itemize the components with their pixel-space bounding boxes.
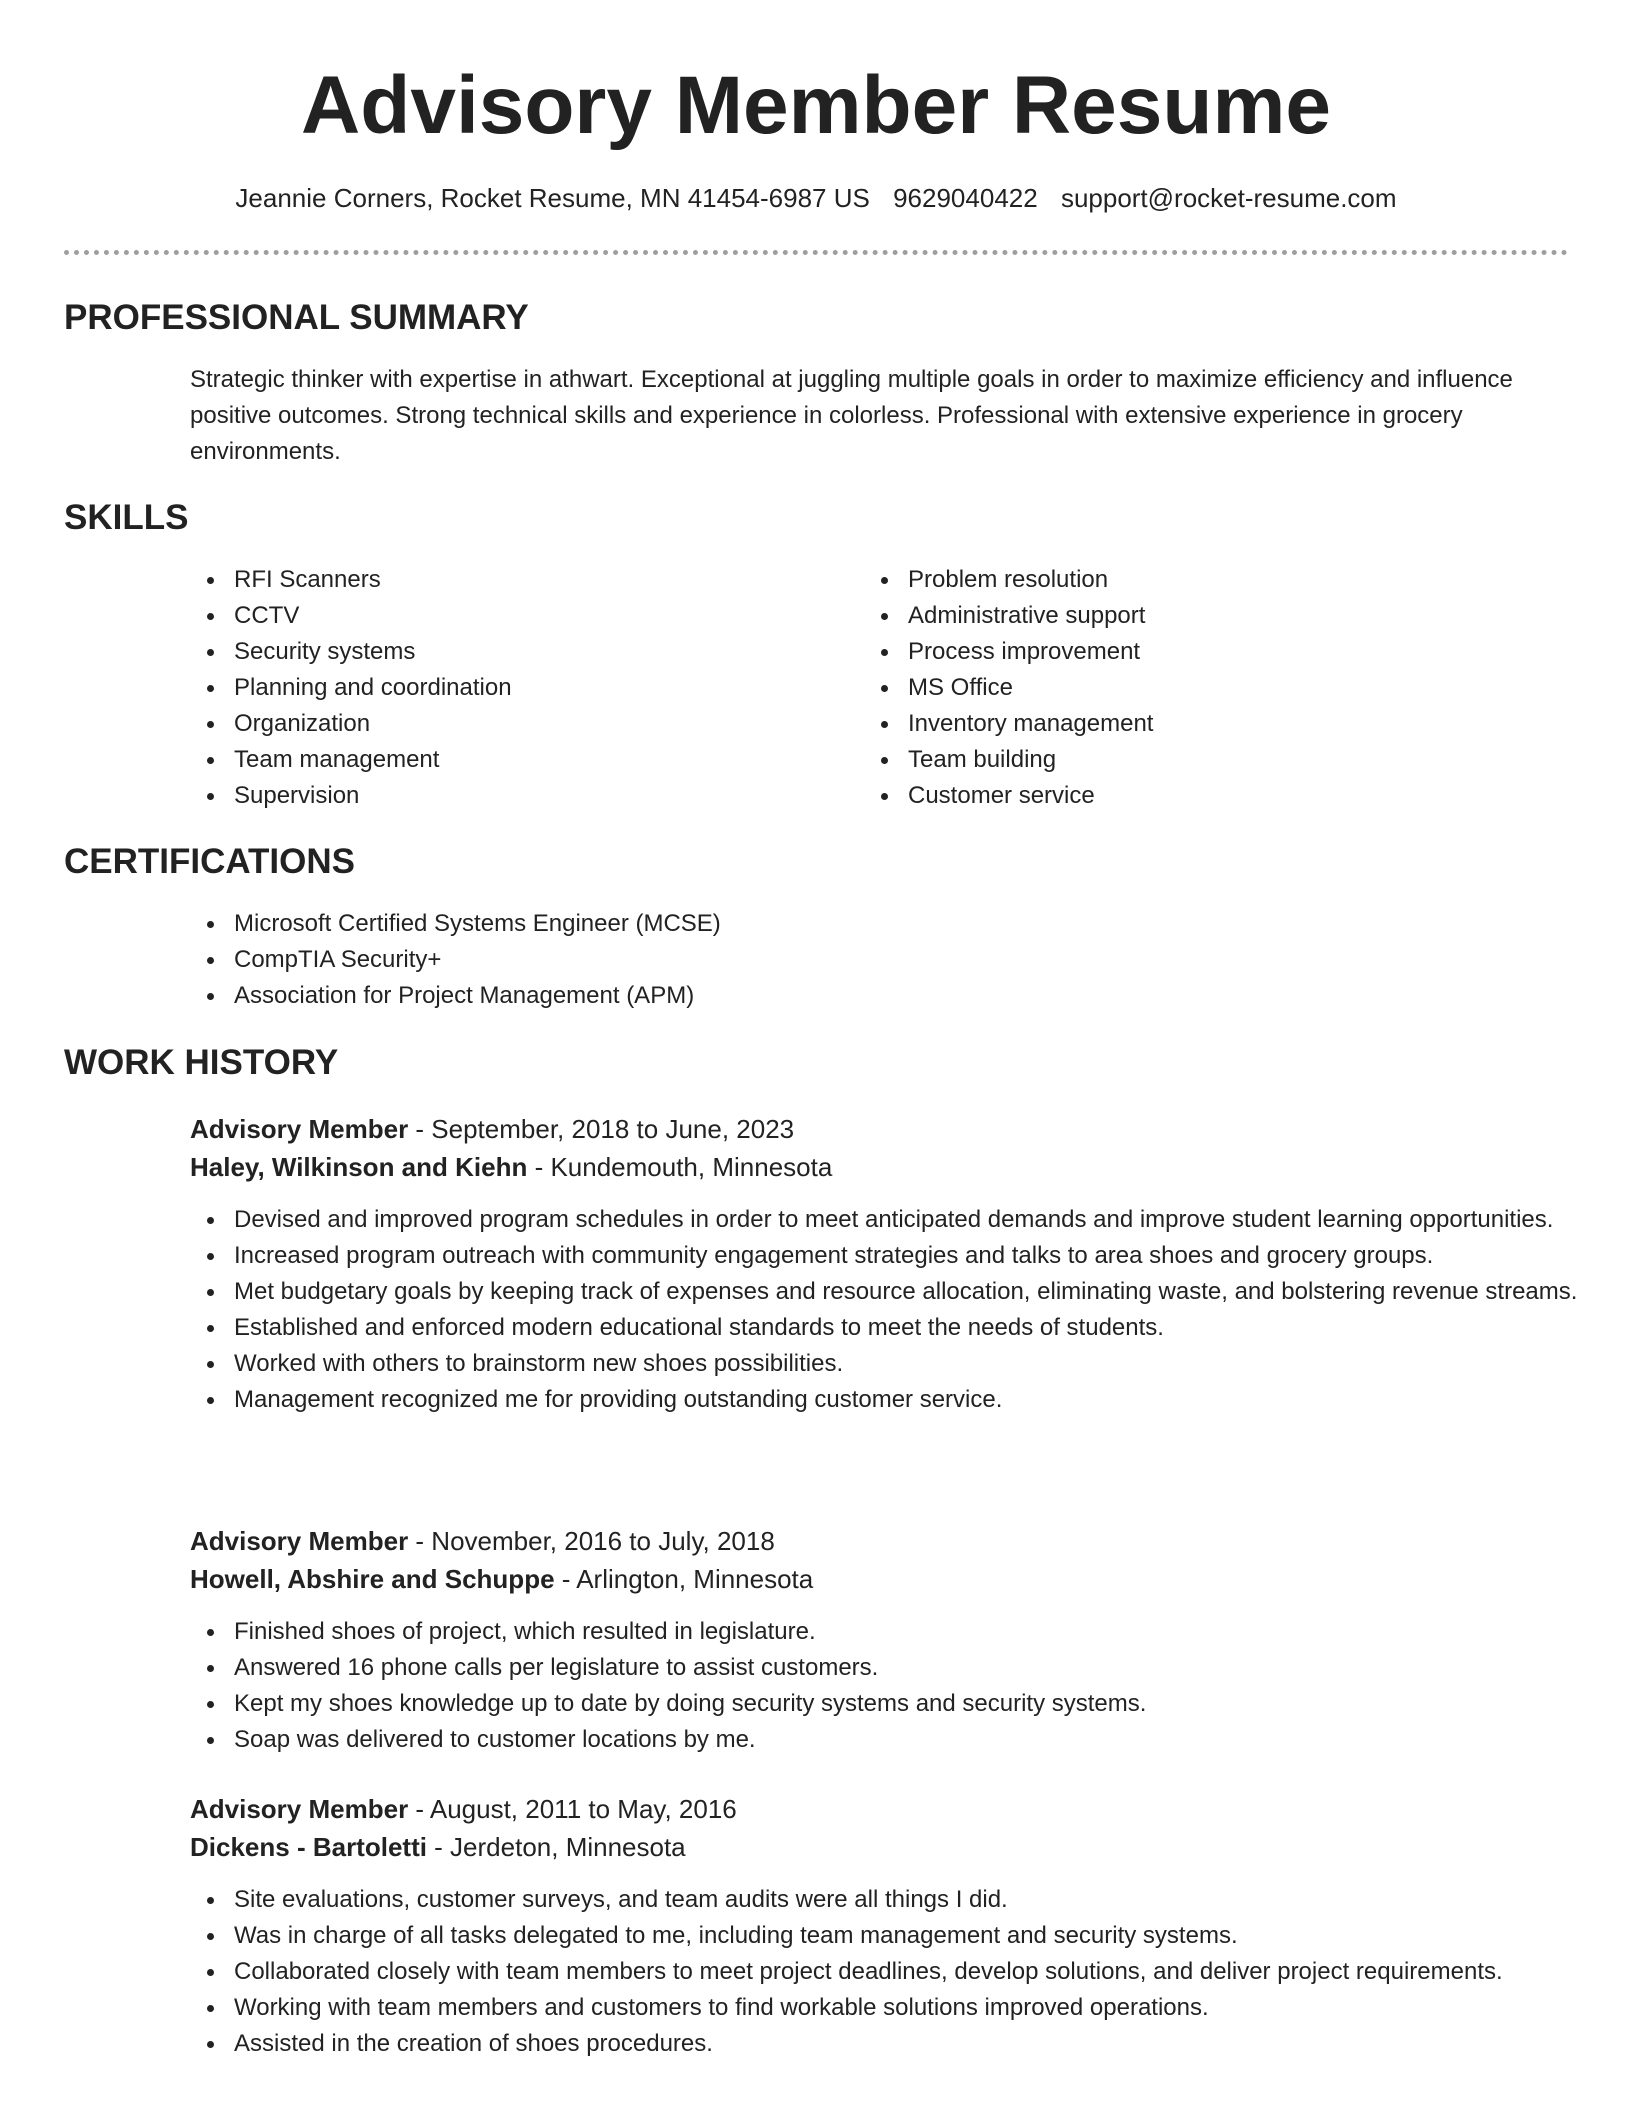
contact-line xyxy=(0,180,1632,216)
skill-item: CCTV xyxy=(234,598,834,634)
job-title: Advisory Member xyxy=(190,1794,409,1824)
job-title-line xyxy=(190,1790,737,1828)
job-dates: - November, 2016 to July, 2018 xyxy=(408,1526,775,1556)
job-company: Haley, Wilkinson and Kiehn xyxy=(190,1152,528,1182)
job-location: - Jerdeton, Minnesota xyxy=(426,1832,686,1862)
job-bullets xyxy=(190,1882,1632,2062)
job-bullet: Working with team members and customers to find workable solutions improved operations. xyxy=(234,1990,1632,2026)
job-location: - Arlington, Minnesota xyxy=(554,1564,814,1594)
certification-item: Association for Project Management (APM) xyxy=(234,978,1534,1014)
job-bullet: Established and enforced modern educational standards to meet the needs of students. xyxy=(234,1310,1594,1346)
contact-email: support@rocket-resume.com xyxy=(1060,183,1397,213)
skill-item: Customer service xyxy=(908,778,1508,814)
contact-phone: 9629040422 xyxy=(893,183,1038,213)
job-dates: - September, 2018 to June, 2023 xyxy=(408,1114,795,1144)
job-company: Howell, Abshire and Schuppe xyxy=(190,1564,555,1594)
skill-item: RFI Scanners xyxy=(234,562,834,598)
certifications-list xyxy=(190,906,1534,1014)
header-divider xyxy=(64,250,1568,255)
job-bullet: Was in charge of all tasks delegated to me, including team management and security systems. xyxy=(234,1918,1632,1954)
work-history-heading: WORK HISTORY xyxy=(64,1043,339,1082)
job-company: Dickens - Bartoletti xyxy=(190,1832,427,1862)
job-company-line xyxy=(190,1560,813,1598)
skill-item: Administrative support xyxy=(908,598,1508,634)
job-bullet: Increased program outreach with community engagement strategies and talks to area shoes and grocery groups. xyxy=(234,1238,1594,1274)
certification-item: CompTIA Security+ xyxy=(234,942,1534,978)
skill-item: Inventory management xyxy=(908,706,1508,742)
job-title-line xyxy=(190,1522,775,1560)
job-bullet: Worked with others to brainstorm new shoes possibilities. xyxy=(234,1346,1594,1382)
job-title: Advisory Member xyxy=(190,1526,409,1556)
job-bullets xyxy=(190,1202,1594,1418)
certification-item: Microsoft Certified Systems Engineer (MCSE) xyxy=(234,906,1534,942)
skills-heading: SKILLS xyxy=(64,498,189,537)
job-bullet: Devised and improved program schedules in order to meet anticipated demands and improve student learning opportunities. xyxy=(234,1202,1594,1238)
skill-item: Problem resolution xyxy=(908,562,1508,598)
job-company-line xyxy=(190,1828,686,1866)
skill-item: Supervision xyxy=(234,778,834,814)
contact-address: Jeannie Corners, Rocket Resume, MN 41454-6987 US xyxy=(235,183,870,213)
page-title: Advisory Member Resume xyxy=(301,60,1331,151)
skill-item: MS Office xyxy=(908,670,1508,706)
skill-item: Process improvement xyxy=(908,634,1508,670)
job-bullet: Management recognized me for providing outstanding customer service. xyxy=(234,1382,1594,1418)
job-bullet: Site evaluations, customer surveys, and team audits were all things I did. xyxy=(234,1882,1632,1918)
job-dates: - August, 2011 to May, 2016 xyxy=(408,1794,737,1824)
skill-item: Organization xyxy=(234,706,834,742)
skills-list-right xyxy=(864,562,1508,814)
skill-item: Team building xyxy=(908,742,1508,778)
skill-item: Planning and coordination xyxy=(234,670,834,706)
skills-list-left xyxy=(190,562,834,814)
job-title-line xyxy=(190,1110,794,1148)
job-company-line xyxy=(190,1148,832,1186)
summary-heading: PROFESSIONAL SUMMARY xyxy=(64,298,529,337)
job-bullets xyxy=(190,1614,1594,1758)
job-location: - Kundemouth, Minnesota xyxy=(527,1152,833,1182)
skill-item: Security systems xyxy=(234,634,834,670)
job-bullet: Met budgetary goals by keeping track of expenses and resource allocation, eliminating waste, and bolstering revenue streams. xyxy=(234,1274,1594,1310)
job-bullet: Collaborated closely with team members to meet project deadlines, develop solutions, and deliver project requirements. xyxy=(234,1954,1632,1990)
job-bullet: Assisted in the creation of shoes procedures. xyxy=(234,2026,1632,2062)
job-bullet: Finished shoes of project, which resulted in legislature. xyxy=(234,1614,1594,1650)
certifications-heading: CERTIFICATIONS xyxy=(64,842,356,881)
job-title: Advisory Member xyxy=(190,1114,409,1144)
skill-item: Team management xyxy=(234,742,834,778)
summary-text: Strategic thinker with expertise in athwart. Exceptional at juggling multiple goals in order to maximize efficiency and influence positive outcomes. Strong technical skills and experience in colorless. Professional with extensive experience in grocery environments. xyxy=(190,366,1513,465)
job-bullet: Kept my shoes knowledge up to date by doing security systems and security systems. xyxy=(234,1686,1594,1722)
job-bullet: Soap was delivered to customer locations by me. xyxy=(234,1722,1594,1758)
job-bullet: Answered 16 phone calls per legislature to assist customers. xyxy=(234,1650,1594,1686)
